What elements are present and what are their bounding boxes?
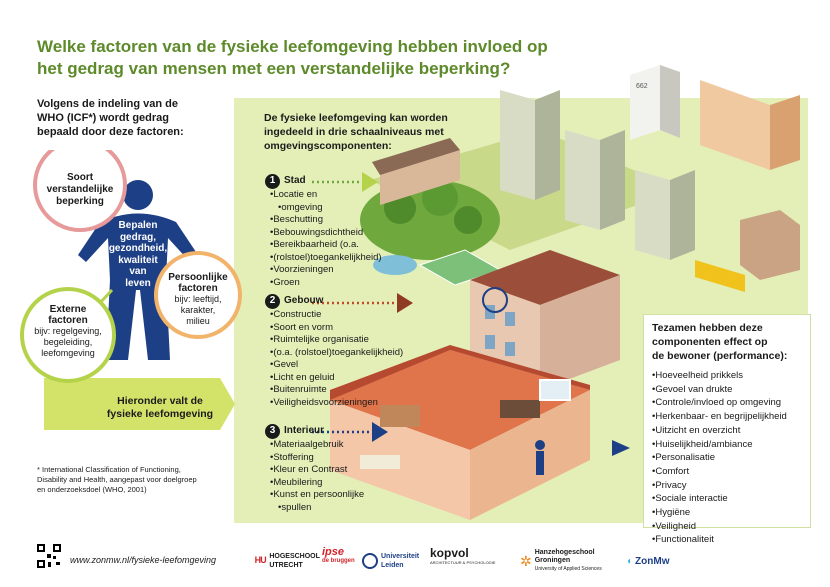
who-intro: Volgens de indeling van de WHO (ICF*) wordt gedrag bepaald door deze factoren: — [37, 98, 184, 138]
result-box — [643, 314, 811, 546]
logo-hanze: ✲ Hanzehogeschool Groningen University of Applied Sciences — [520, 549, 602, 572]
gebouw-list: • Constructie • Soort en vorm • Ruimtelijke organisatie • (o.a. (rolstoel)toegankelijkheid) • Gevel • Licht en geluid • Buitenruimte • Veiligheidsvoorzieningen — [270, 309, 435, 409]
section-interieur: 3 Interieur • Materiaalgebruik • Stoffering • Kleur en Contrast • Meubilering • Kunst en persoonlijke • spullen — [265, 424, 405, 514]
result-list: • Hoeveelheid prikkels • Gevoel van drukte • Controle/invloed op omgeving • Herkenbaar- en begrijpelijkheid • Uitzicht en overzicht • Huiselijkheid/ambiance • Personalisatie • Comfort • Privacy • Sociale interactie • Hygiëne • Veiligheid • Functionaliteit — [652, 369, 802, 547]
orange-building — [700, 80, 770, 170]
externe-label: Externe factoren bijv: regelgeving, begeleiding, leefomgeving — [34, 304, 102, 358]
brown-building — [740, 210, 800, 280]
section-stad: 1 Stad • Locatie en • omgeving • Beschutting • Bebouwingsdichtheid • Bereikbaarheid (o.a. • (rolstoel)toegankelijkheid) • Voorzieningen • Groen — [265, 174, 405, 289]
soort-label: Soort verstandelijke beperking — [46, 172, 114, 207]
persoonlijke-label: Persoonlijke factoren bijv: leeftijd, karakter, milieu — [168, 272, 228, 326]
page-title: Welke factoren van de fysieke leefomgeving hebben invloed op het gedrag van mensen met een verstandelijke beperking? — [37, 37, 548, 78]
center-label: Bepalen gedrag, gezondheid, kwaliteit van leven — [108, 220, 168, 289]
logo-leiden: Universiteit Leiden — [362, 548, 419, 574]
bus — [695, 260, 745, 292]
logo-kopvol: kopvol ARCHITECTUUR & PSYCHOLOGIE — [430, 546, 496, 565]
qr-code-icon[interactable] — [36, 543, 62, 569]
section-gebouw: 2 Gebouw • Constructie • Soort en vorm • Ruimtelijke organisatie • (o.a. (rolstoel)toegankelijkheid) • Gevel • Licht en geluid • Buitenruimte • Veiligheidsvoorzieningen — [265, 294, 435, 409]
band-label: Hieronder valt de fysieke leefomgeving — [106, 395, 214, 420]
footnote: * International Classification of Functioning, Disability and Health, aangepast voor doelgroep en onderzoeksdoel (WHO, 2001) — [37, 465, 197, 494]
leiden-seal-icon — [362, 553, 378, 569]
stad-list: • Locatie en • omgeving • Beschutting • Bebouwingsdichtheid • Bereikbaarheid (o.a. • (rolstoel)toegankelijkheid) • Voorzieningen • Groen — [270, 189, 405, 289]
svg-text:662: 662 — [636, 83, 648, 90]
logo-zonmw: ◖ ZonMw — [626, 555, 670, 567]
tall-building — [630, 65, 680, 140]
result-title: Tezamen hebben deze componenten effect op de bewoner (performance): — [652, 322, 788, 362]
logo-ipse: ipse de bruggen — [322, 546, 355, 564]
logo-hu: ᴴᵁ HOGESCHOOL UTRECHT — [255, 553, 320, 569]
url-link[interactable]: www.zonmw.nl/fysieke-leefomgeving — [70, 555, 217, 565]
interieur-list: • Materiaalgebruik • Stoffering • Kleur en Contrast • Meubilering • Kunst en persoonlijke • spullen — [270, 439, 405, 514]
hanze-icon: ✲ — [520, 552, 532, 569]
panel-intro: De fysieke leefomgeving kan worden ingedeeld in drie schaalniveaus met omgevingscomponenten: — [264, 112, 448, 152]
arrow-resident — [612, 440, 630, 456]
zonmw-icon: ◖ — [626, 555, 633, 567]
